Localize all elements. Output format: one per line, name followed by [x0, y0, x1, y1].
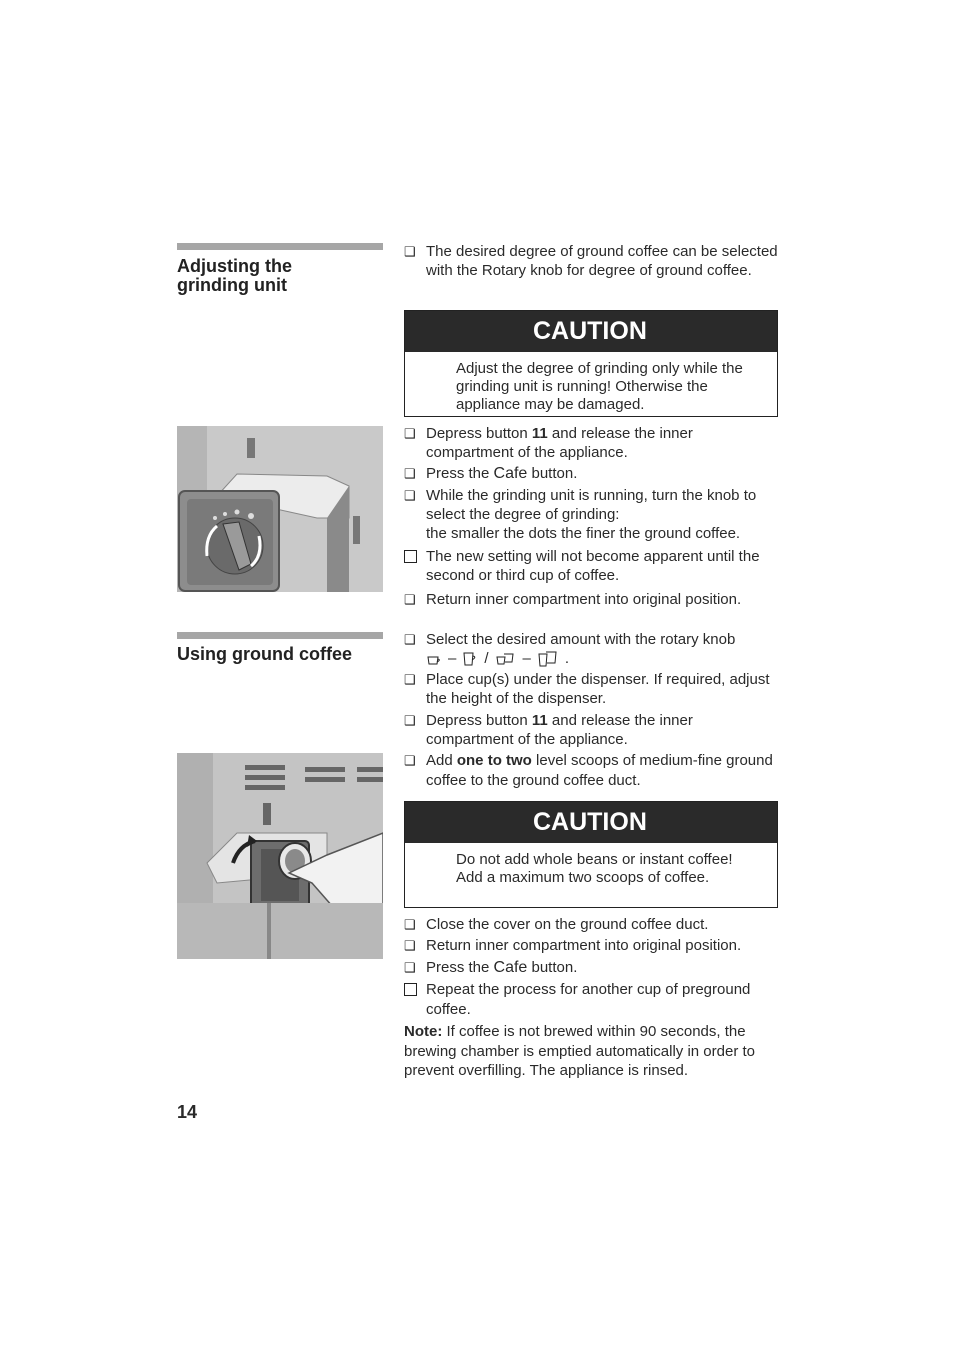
bullet-icon: ❑	[404, 632, 416, 647]
step-text: button.	[527, 465, 578, 482]
list-item-step	[404, 711, 784, 749]
bullet-icon: ❑	[404, 488, 416, 503]
bullet-icon: ❑	[404, 672, 416, 687]
caution-title: CAUTION	[405, 802, 777, 843]
caution-title: CAUTION	[405, 311, 777, 352]
step-text: The new setting will not become apparent until the second or third cup of coffee.	[426, 548, 760, 584]
bullet-icon: ❑	[404, 753, 416, 768]
list-item-step	[404, 630, 784, 671]
large-cup-icon	[462, 651, 478, 667]
step-text: level scoops of medium-fine ground coffee to the ground coffee duct.	[426, 752, 773, 789]
caution-box-grinding	[404, 310, 778, 417]
list-item-info	[404, 547, 784, 585]
step-text: Select the desired amount with the rotary knob	[426, 631, 736, 648]
list-item-intro	[404, 242, 784, 280]
step-text: button.	[527, 959, 578, 976]
emphasis-text: one to two	[456, 752, 532, 769]
step-text: While the grinding unit is running, turn the knob to select the degree of grinding:	[426, 487, 757, 523]
dash-symbol: –	[522, 650, 531, 667]
two-large-cups-icon	[537, 651, 559, 667]
slash-symbol: /	[484, 650, 489, 667]
step-text: Return inner compartment into original position.	[426, 591, 742, 608]
two-small-cups-icon	[495, 651, 517, 667]
bullet-icon: ❑	[404, 917, 416, 932]
note-paragraph	[404, 1022, 784, 1081]
heading-adjusting-grinding-unit: Adjusting the grinding unit	[177, 256, 292, 295]
period-symbol: .	[564, 650, 570, 667]
bullet-icon: ❑	[404, 244, 416, 259]
list-item-step	[404, 751, 784, 791]
step-text: Repeat the process for another cup of preground coffee.	[426, 981, 751, 1018]
note-label: Note:	[404, 1023, 443, 1040]
heading-using-ground-coffee: Using ground coffee	[177, 644, 352, 664]
step-text: Return inner compartment into original position.	[426, 937, 742, 954]
caution-text: Adjust the degree of grinding only while the grinding unit is running! Otherwise the appliance may be damaged.	[456, 360, 743, 413]
ground-coffee-duct-illustration	[177, 753, 383, 959]
bullet-icon: ❑	[404, 960, 416, 975]
step-text: Depress button	[426, 712, 532, 729]
list-item-step	[404, 936, 784, 955]
list-item-step	[404, 915, 784, 934]
step-text: and release the inner compartment of the appliance.	[426, 712, 693, 748]
button-number: 11	[531, 425, 548, 442]
bullet-icon: ❑	[404, 938, 416, 953]
intro-text: The desired degree of ground coffee can be selected with the Rotary knob for degree of ground coffee.	[426, 243, 778, 279]
step-text: Press the	[426, 465, 494, 482]
cafe-button-label: Cafe	[493, 465, 528, 482]
step-text: Place cup(s) under the dispenser. If required, adjust the height of the dispenser.	[426, 671, 770, 707]
button-number: 11	[531, 712, 548, 729]
step-text: Close the cover on the ground coffee duct.	[426, 916, 709, 933]
step-text: Add	[426, 752, 457, 769]
ground-coffee-drawing	[177, 753, 383, 959]
grinding-knob-illustration	[177, 426, 383, 592]
list-item-step	[404, 590, 784, 609]
step-text: the smaller the dots the finer the ground coffee.	[426, 525, 741, 542]
step-text: Press the	[426, 959, 494, 976]
step-text: Depress button	[426, 425, 532, 442]
cup-size-symbols	[426, 649, 569, 668]
bullet-icon: ❑	[404, 466, 416, 481]
list-item-step	[404, 464, 784, 483]
list-item-step	[404, 670, 784, 708]
note-text: If coffee is not brewed within 90 seconds, the brewing chamber is emptied automatically in order to prevent overfilling. The appliance is rinsed.	[404, 1023, 755, 1079]
list-item-step	[404, 958, 784, 977]
caution-text: Do not add whole beans or instant coffee! Add a maximum two scoops of coffee.	[456, 851, 733, 886]
section-divider-grinding	[177, 243, 383, 250]
page-number: 14	[177, 1102, 198, 1122]
grinding-knob-drawing	[177, 426, 383, 592]
section-divider-ground-coffee	[177, 632, 383, 639]
list-item-step	[404, 486, 784, 543]
list-item-info	[404, 980, 784, 1020]
bullet-icon: ❑	[404, 713, 416, 728]
step-text: and release the inner compartment of the appliance.	[426, 425, 693, 461]
caution-box-ground-coffee	[404, 801, 778, 908]
dash-symbol: –	[448, 650, 457, 667]
list-item-step	[404, 424, 784, 462]
info-box-icon	[404, 983, 417, 996]
bullet-icon: ❑	[404, 592, 416, 607]
small-cup-icon	[426, 652, 442, 666]
bullet-icon: ❑	[404, 426, 416, 441]
cafe-button-label: Cafe	[493, 959, 528, 976]
info-box-icon	[404, 550, 417, 563]
